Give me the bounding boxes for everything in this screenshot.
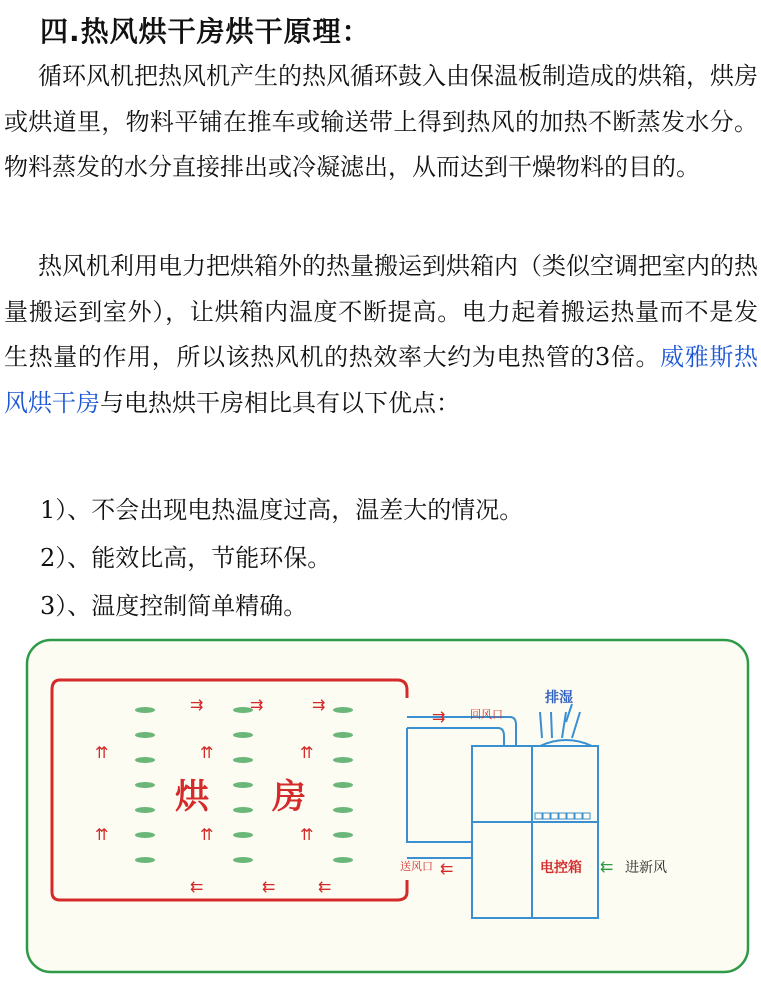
arrow-up-icon: ⇈ xyxy=(95,825,109,844)
paragraph-principle: 循环风机把热风机产生的热风循环鼓入由保温板制造成的烘箱，烘房或烘道里，物料平铺在推车或输送带上得到热风的加热不断蒸发水分。物料蒸发的水分直接排出或冷凝滤出，从而达到干燥物料的目的。 xyxy=(4,62,758,181)
arrow-left-icon: ⇇ xyxy=(318,877,332,896)
paragraph-text-end: 与电热烘干房相比具有以下优点： xyxy=(100,388,460,417)
arrow-up-icon: ⇈ xyxy=(200,743,214,762)
fresh-air-arrows xyxy=(600,857,613,876)
advantage-item-3: 3）、温度控制简单精确。 xyxy=(40,592,308,620)
arrow-left-icon: ⇇ xyxy=(600,857,614,876)
arrow-up-icon: ⇈ xyxy=(300,825,314,844)
arrow-up-icon: ⇈ xyxy=(200,825,214,844)
paragraph-efficiency xyxy=(4,244,758,426)
exhaust-label: 排湿 xyxy=(545,690,573,706)
arrow-right-icon: ⇉ xyxy=(250,695,264,714)
advantage-item-1: 1）、不会出现电热温度过高，温差大的情况。 xyxy=(40,496,524,524)
product-link[interactable]: 威雅斯热风烘干房 xyxy=(4,343,758,417)
section-title: 四.热风烘干房烘干原理： xyxy=(40,15,371,48)
arrow-left-icon: ⇇ xyxy=(262,877,276,896)
arrow-right-icon: ⇉ xyxy=(312,695,326,714)
drying-room-diagram xyxy=(0,630,761,986)
arrow-left-icon: ⇇ xyxy=(190,877,204,896)
room-label-2: 房 xyxy=(272,777,306,817)
room-label-1: 烘 xyxy=(175,777,209,817)
arrow-up-icon: ⇈ xyxy=(300,743,314,762)
arrow-up-icon: ⇈ xyxy=(95,743,109,762)
return-air-label: 回风口 xyxy=(470,708,503,721)
supply-air-label: 送风口 xyxy=(400,860,433,873)
diagram-frame xyxy=(27,640,748,972)
paragraph-text: 热风机利用电力把烘箱外的热量搬运到烘箱内（类似空调把室内的热量搬运到室外），让烘箱内温度不断提高。电力起着搬运热量而不是发生热量的作用，所以该热风机的热效率大约为电热管的3倍。 xyxy=(4,252,758,371)
advantage-item-2: 2）、能效比高，节能环保。 xyxy=(40,544,332,572)
control-box-label: 电控箱 xyxy=(540,860,582,876)
fresh-air-label: 进新风 xyxy=(625,860,667,876)
arrow-left-icon: ⇇ xyxy=(440,859,454,878)
arrow-right-icon: ⇉ xyxy=(432,707,446,726)
arrow-right-icon: ⇉ xyxy=(190,695,204,714)
